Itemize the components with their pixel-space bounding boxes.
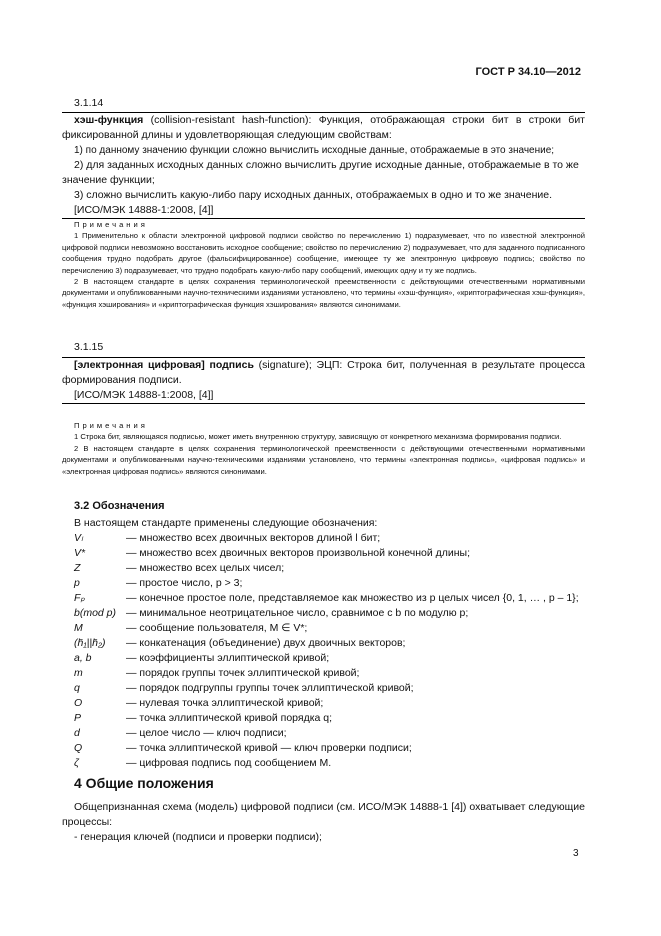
symbol: b(mod p) bbox=[74, 607, 117, 619]
symbol: Q bbox=[74, 742, 83, 754]
symbol: a, b bbox=[74, 652, 92, 664]
symbol-row bbox=[74, 561, 585, 576]
symbol-row bbox=[74, 666, 585, 681]
symbol-description: — множество всех целых чисел; bbox=[126, 562, 285, 574]
symbol-description: — порядок подгруппы группы точек эллиптической кривой; bbox=[126, 682, 414, 694]
symbol-row bbox=[74, 711, 585, 726]
symbol: Z bbox=[74, 562, 81, 574]
definition-box-hash-function bbox=[62, 112, 585, 219]
symbol-description: — простое число, p > 3; bbox=[126, 577, 243, 589]
note-2: 2 В настоящем стандарте в целях сохранения терминологической преемственности с действующими отечественными нормативными документами и опубликованными научно-техническими изданиями установлено, что термины «хэш-функция», «криптографическая хэш-функция», «функция хэширования» и «криптографическая функция хэширования» являются синонимами. bbox=[62, 277, 585, 309]
term-definition: (collision-resistant hash-function): Функция, отображающая строки бит в строки бит фиксированной длины и удовлетворяющая следующим свойствам: bbox=[62, 114, 585, 141]
symbol: d bbox=[74, 727, 80, 739]
page-number: 3 bbox=[573, 848, 579, 859]
symbol-description: — конечное простое поле, представляемое как множество из p целых чисел {0, 1, … , p – 1}; bbox=[126, 592, 579, 604]
section-number-3-1-15: 3.1.15 bbox=[74, 341, 104, 353]
section-heading-3-2: 3.2 Обозначения bbox=[74, 500, 165, 512]
notes-block-2 bbox=[62, 420, 585, 477]
reference: [ИСО/МЭК 14888-1:2008, [4]] bbox=[74, 389, 214, 401]
reference: [ИСО/МЭК 14888-1:2008, [4]] bbox=[74, 204, 214, 216]
list-item: - генерация ключей (подписи и проверки подписи); bbox=[74, 831, 322, 843]
property-1: 1) по данному значению функции сложно вычислить исходные данные, отображаемые в это значение; bbox=[74, 145, 555, 156]
definition-box-signature bbox=[62, 357, 585, 404]
symbol-description: — порядок группы точек эллиптической кривой; bbox=[126, 667, 360, 679]
symbol-row bbox=[74, 531, 585, 546]
note-1: 1 Применительно к области электронной цифровой подписи свойство по перечислению 1) подразумевает, что по известной электронной цифровой подписи невозможно восстановить исходное сообщение; свойство по перечислению 2) подразумевает, что для заданного подписанного сообщения трудно подобрать другое (фальсифицированное) сообщение, имеющее ту же электронную цифровую подпись; свойство по перечислению 3) подразумевает, что трудно подобрать какую-либо пару сообщений, имеющих одну и ту же подпись. bbox=[62, 231, 585, 275]
symbol-description: — конкатенация (объединение) двух двоичных векторов; bbox=[126, 637, 406, 649]
definition-text bbox=[62, 113, 585, 143]
paragraph: Общепризнанная схема (модель) цифровой подписи (см. ИСО/МЭК 14888-1 [4]) охватывает следующие процессы: bbox=[62, 801, 585, 828]
notes-title: Примечания bbox=[74, 421, 148, 430]
symbol-description: — нулевая точка эллиптической кривой; bbox=[126, 697, 324, 709]
symbol-row bbox=[74, 681, 585, 696]
symbol: m bbox=[74, 667, 83, 679]
symbol-description: — минимальное неотрицательное число, сравнимое с b по модулю p; bbox=[126, 607, 469, 619]
property-3: 3) сложно вычислить какую-либо пару исходных данных, отображаемых в одно и то же значение. bbox=[74, 189, 553, 201]
section-4-body bbox=[62, 800, 585, 845]
property-2: 2) для заданных исходных данных сложно вычислить другие исходные данные, отображаемые в то же значение функции; bbox=[62, 159, 579, 186]
symbol-description: — сообщение пользователя, M ∈ V*; bbox=[126, 622, 308, 634]
symbol-row bbox=[74, 546, 585, 561]
symbol-row bbox=[74, 621, 585, 636]
symbol-description: — коэффициенты эллиптической кривой; bbox=[126, 652, 330, 664]
symbol-row bbox=[74, 651, 585, 666]
symbol-row bbox=[74, 741, 585, 756]
note-2: 2 В настоящем стандарте в целях сохранения терминологической преемственности с действующими отечественными нормативными документами и опубликованными научно-техническими изданиями установлено, что термины «электронная подпись», «цифровая подпись» и «электронная цифровая подпись» являются синонимами. bbox=[62, 443, 585, 476]
symbol-description: — цифровая подпись под сообщением M. bbox=[126, 757, 332, 769]
symbol-description: — множество всех двоичных векторов длиной l бит; bbox=[126, 532, 381, 544]
symbol: q bbox=[74, 682, 80, 694]
symbol: P bbox=[74, 712, 82, 724]
symbol: ζ bbox=[74, 757, 79, 769]
symbol-row bbox=[74, 606, 585, 621]
symbols-list bbox=[74, 531, 585, 771]
symbol: V* bbox=[74, 547, 86, 559]
symbol-description: — точка эллиптической кривой — ключ проверки подписи; bbox=[126, 742, 412, 754]
symbol: (h̄₁||h̄₂) bbox=[74, 637, 106, 649]
symbol-row bbox=[74, 756, 585, 771]
symbol: Vₗ bbox=[74, 532, 83, 544]
symbol: Fₚ bbox=[74, 592, 85, 604]
notes-title: Примечания bbox=[74, 220, 148, 229]
definition-text bbox=[62, 358, 585, 388]
symbol: O bbox=[74, 697, 83, 709]
symbol: M bbox=[74, 622, 83, 634]
symbol-row bbox=[74, 726, 585, 741]
symbols-intro: В настоящем стандарте применены следующие обозначения: bbox=[74, 517, 378, 529]
term: хэш-функция bbox=[74, 114, 144, 126]
symbol: p bbox=[74, 577, 80, 589]
symbol-row bbox=[74, 576, 585, 591]
symbol-row bbox=[74, 636, 585, 651]
section-number-3-1-14: 3.1.14 bbox=[74, 97, 104, 109]
term-definition: (signature); ЭЦП: Строка бит, полученная в результате процесса формирования подписи. bbox=[62, 359, 585, 386]
symbol-description: — точка эллиптической кривой порядка q; bbox=[126, 712, 333, 724]
term: [электронная цифровая] подпись bbox=[74, 359, 254, 371]
notes-block-1 bbox=[62, 219, 585, 310]
symbol-description: — целое число — ключ подписи; bbox=[126, 727, 287, 739]
standard-header: ГОСТ Р 34.10—2012 bbox=[475, 66, 581, 78]
note-1: 1 Строка бит, являющаяся подписью, может иметь внутреннюю структуру, зависящую от конкретного механизма формирования подписи. bbox=[74, 432, 562, 442]
symbol-row bbox=[74, 696, 585, 711]
section-heading-4: 4 Общие положения bbox=[74, 775, 214, 791]
symbol-row bbox=[74, 591, 585, 606]
symbol-description: — множество всех двоичных векторов произвольной конечной длины; bbox=[126, 547, 471, 559]
